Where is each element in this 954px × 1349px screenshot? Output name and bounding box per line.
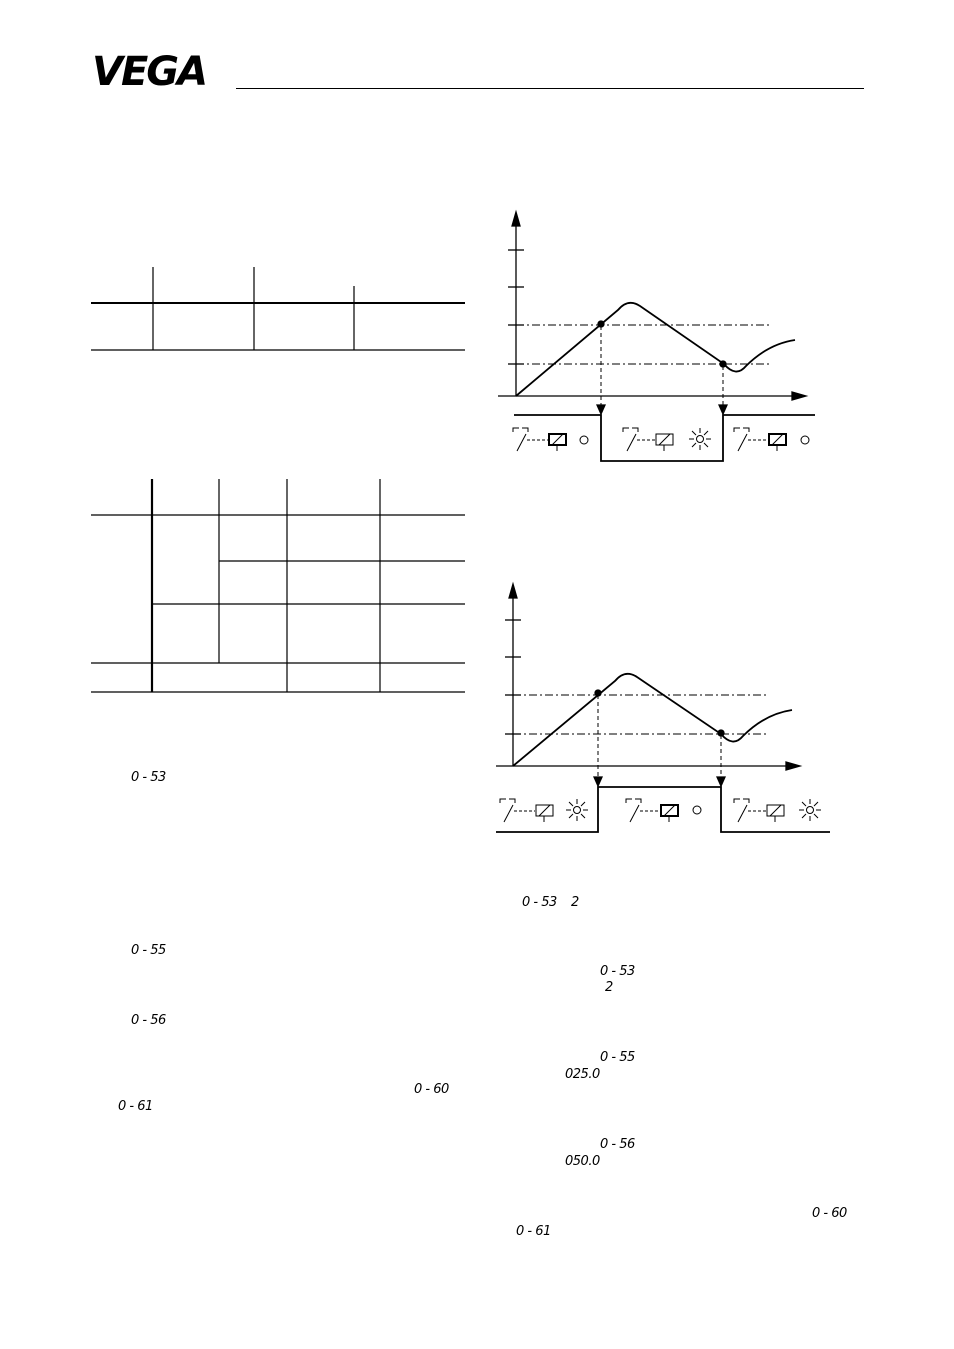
code-0-53-left: 0 - 53 [131,770,166,785]
code-0-60-left: 0 - 60 [414,1082,449,1097]
code-0-60-right: 0 - 60 [812,1206,847,1221]
vega-logo: VEGA [92,49,207,95]
code-0-56-right: 0 - 56 [600,1137,635,1152]
switching-diagram-2 [496,584,830,832]
table-2 [91,479,465,692]
code-0-56-left: 0 - 56 [131,1013,166,1028]
code-0-55-right: 0 - 55 [600,1050,635,1065]
relay-symbol-1c [734,428,809,451]
code-0-55-left: 0 - 55 [131,943,166,958]
switching-diagram-1 [498,212,815,461]
code-0-53-right: 0 - 53 [522,895,557,910]
code-0-53-right-value: 2 [571,895,579,910]
code-0-53-right-b-value: 2 [605,980,613,995]
relay-symbol-1a [513,428,588,451]
relay-symbol-2c [734,799,821,822]
code-0-61-right: 0 - 61 [516,1224,551,1239]
relay-symbol-1b [623,428,711,451]
code-0-55-right-value: 025.0 [565,1067,600,1082]
relay-symbol-2a [500,799,588,822]
code-0-53-right-b: 0 - 53 [600,964,635,979]
code-0-56-right-value: 050.0 [565,1154,600,1169]
code-0-61-left: 0 - 61 [118,1099,153,1114]
table-1 [91,267,465,350]
relay-symbol-2b [626,799,701,822]
